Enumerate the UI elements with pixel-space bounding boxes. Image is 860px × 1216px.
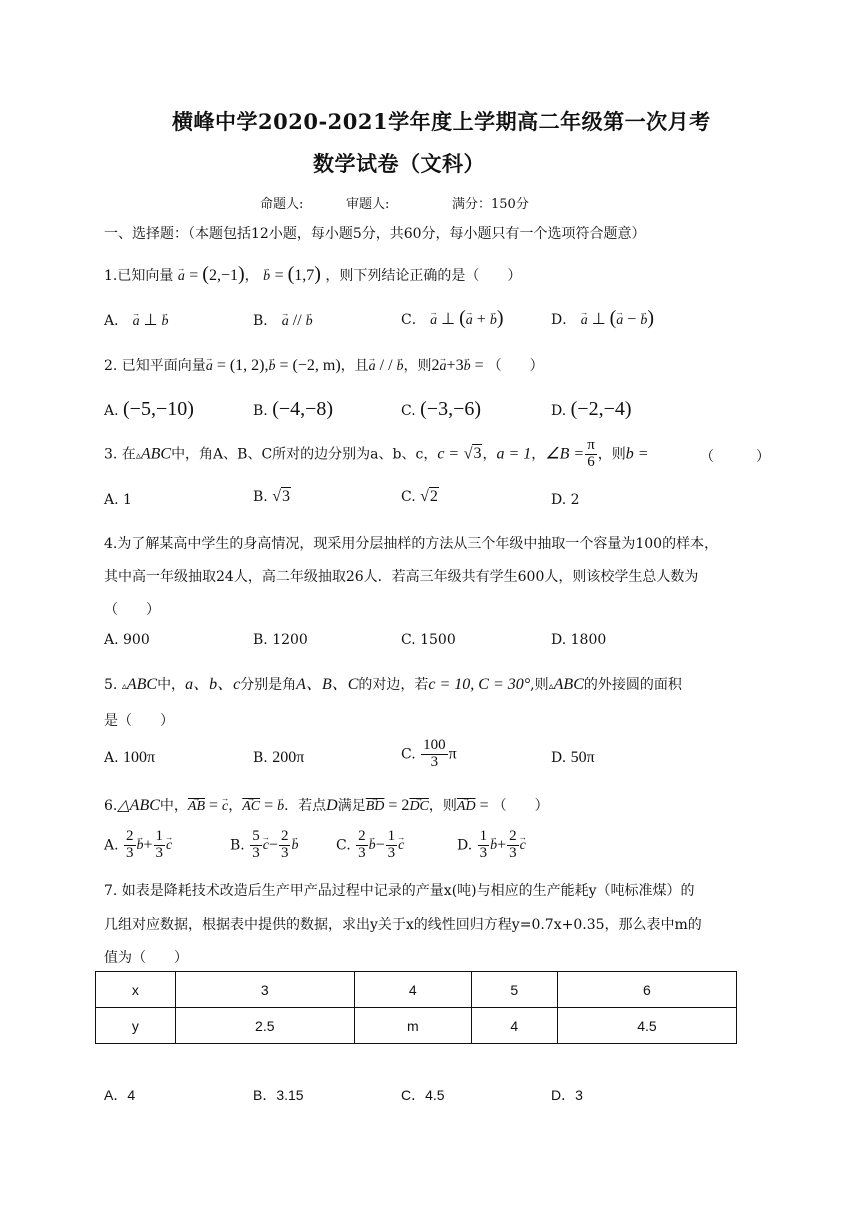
vector-a: → a xyxy=(282,314,289,330)
vector-symbol: → c xyxy=(263,838,269,854)
frac-denominator: 3 xyxy=(387,844,396,861)
frac-numerator: π xyxy=(587,437,595,453)
q7-option-c[interactable]: C．4.5 xyxy=(401,1087,445,1103)
table-cell: 3 xyxy=(175,972,354,1008)
vector-symbol: → b xyxy=(137,838,144,854)
q7-option-d[interactable]: D．3 xyxy=(551,1087,583,1103)
q4-option-a[interactable]: A. 900 xyxy=(104,632,150,648)
q2-stem-c: ，则 xyxy=(403,358,432,374)
q3-stem-c: ， xyxy=(482,446,497,463)
option-letter: B. xyxy=(253,403,268,419)
question-1-stem: 1.已知向量 → a = (2,−1)， → b = (1,7) ，则下列结论正确的是（ ） xyxy=(104,263,521,286)
option-letter: C. xyxy=(336,837,351,854)
vector-a: → a xyxy=(133,314,140,330)
option-letter: A. xyxy=(104,837,119,854)
option-letter: C. xyxy=(401,403,416,419)
option-letter: B． xyxy=(253,313,278,329)
q2-stem-a: 2. 已知平面向量 xyxy=(104,358,206,374)
vector-a: → a xyxy=(616,313,623,329)
q5-stem-a: 5. xyxy=(104,677,118,693)
table-cell: 4 xyxy=(471,1008,557,1044)
q6-stem-g: （ ） xyxy=(492,798,549,814)
q5-angles: A、B、C xyxy=(296,676,359,693)
question-7-line3: 值为（ ） xyxy=(104,950,188,966)
q5-stem-b: 中， xyxy=(157,677,186,693)
q3-option-c[interactable]: C. √2 xyxy=(401,488,438,505)
frac-numerator: 1 xyxy=(387,828,396,844)
question-5-line2: 是（ ） xyxy=(104,713,174,729)
q5-option-d[interactable] xyxy=(551,749,595,767)
option-letter: C． xyxy=(401,312,426,328)
q2-b-value: (−2, m) xyxy=(292,357,341,374)
q2-a-value: (1, 2), xyxy=(229,357,269,374)
vector-symbol: → b xyxy=(369,838,376,854)
q2-coef-2: 2 xyxy=(431,357,440,374)
option-letter: C. xyxy=(401,489,416,505)
q6-option-b[interactable] xyxy=(230,829,298,862)
question-7-line1: 7. 如表是降耗技术改造后生产甲产品过程中记录的产量x(吨)与相应的生产能耗y（吨标准煤）的 xyxy=(104,883,695,899)
q2-option-d[interactable] xyxy=(551,398,632,421)
q3-c-eq: c = xyxy=(437,445,460,463)
data-table xyxy=(95,971,737,1044)
table-row xyxy=(96,1008,737,1044)
q4-option-c[interactable]: C. 1500 xyxy=(401,632,456,648)
question-6-stem: 6.△ABC中，→ $\overline{AB}$ = → c，→ $\overline{AC}$ = → b．若点D满足→ $\overline{BD} = 2\to \overline{DC}$，则→ $\overline{AD}$ = （ ） xyxy=(104,795,549,815)
q5-stem-e: ,则 xyxy=(530,677,549,693)
radicand: 3 xyxy=(281,488,290,505)
q5-stem-f: 的外接圆的面积 xyxy=(583,677,682,693)
vector-ad: → $\overline{AD}$ xyxy=(457,799,476,815)
q1-stem-a: 1.已知向量 xyxy=(104,268,174,284)
q6-option-a[interactable] xyxy=(104,829,172,862)
q5-option-a[interactable] xyxy=(104,749,155,767)
exam-subtitle: 数学试卷（文科） xyxy=(313,151,485,176)
frac-denominator: 3 xyxy=(479,844,488,861)
q3-stem-d: ， xyxy=(531,446,546,463)
q1-option-a[interactable]: A． → a ⊥ → b xyxy=(104,310,169,330)
option-letter: B. xyxy=(253,489,268,505)
radicand: 2 xyxy=(429,488,438,505)
q7-option-a[interactable]: A．4 xyxy=(104,1087,136,1103)
q6-stem-e: 满足 xyxy=(337,798,366,814)
q7-option-b[interactable]: B．3.15 xyxy=(253,1087,304,1103)
triangle-abc: △ABC xyxy=(117,797,160,814)
q1-option-b[interactable]: B． → a // → b xyxy=(253,310,313,330)
vector-b: → b xyxy=(490,313,497,329)
option-letter: D. xyxy=(551,403,567,419)
vector-symbol: → c xyxy=(520,838,526,854)
vector-ab: → $\overline{AB}$ xyxy=(188,799,205,815)
q1-a-value: 2,−1 xyxy=(208,267,238,284)
table-cell: 5 xyxy=(471,972,557,1008)
option-letter: A． xyxy=(104,313,129,329)
table-cell: y xyxy=(96,1008,176,1044)
vector-b: → b xyxy=(397,359,404,375)
option-letter: B. xyxy=(253,750,268,766)
q3-option-d[interactable]: D. 2 xyxy=(551,492,580,508)
question-7-line2: 几组对应数据，根据表中提供的数据，求出y关于x的线性回归方程y=0.7x+0.35，那么表中m的 xyxy=(104,917,702,933)
operator: − xyxy=(268,836,278,854)
q5-stem-d: 的对边，若 xyxy=(358,677,429,693)
question-4-line1: 4.为了解某高中学生的身高情况，现采用分层抽样的方法从三个年级中抽取一个容量为100的样本， xyxy=(104,536,719,552)
q6-option-c[interactable] xyxy=(336,829,404,862)
option-value: (−3,−6) xyxy=(420,398,482,420)
option-value: 100π xyxy=(123,749,156,766)
vector-a: → a xyxy=(178,269,185,285)
frac-numerator: 2 xyxy=(509,828,517,844)
option-letter: D. xyxy=(457,837,473,854)
operator: − xyxy=(375,836,385,854)
option-letter: D. xyxy=(551,750,567,766)
frac-numerator: 1 xyxy=(155,828,164,844)
q2-option-c[interactable] xyxy=(401,398,481,421)
vector-b: → b xyxy=(640,313,647,329)
question-2-stem: 2. 已知平面向量→ a = (1, 2),→ b = (−2, m)，且→ a / / → b，则2→ a+3→ b = （ ） xyxy=(104,355,544,375)
q2-option-a[interactable] xyxy=(104,398,194,421)
triangle-abc: ABC xyxy=(140,445,172,463)
q6-stem-c: ， xyxy=(228,798,243,814)
q3-stem-a: 3. 在 xyxy=(104,446,136,463)
q4-option-b[interactable]: B. 1200 xyxy=(253,632,308,648)
vector-b: → b xyxy=(269,359,276,375)
pi-symbol: π xyxy=(448,745,457,763)
vector-a: → a xyxy=(466,313,473,329)
vector-symbol: → b xyxy=(291,838,298,854)
question-4-line3: （ ） xyxy=(104,602,160,618)
option-value: 50π xyxy=(570,749,595,766)
setter-label: 命题人: xyxy=(260,197,304,212)
vector-symbol: → c xyxy=(398,838,404,854)
table-cell: x xyxy=(96,972,176,1008)
q5-stem-c: 分别是角 xyxy=(240,677,297,693)
table-cell: 2.5 xyxy=(175,1008,354,1044)
vector-b: → b xyxy=(464,359,471,375)
vector-bd: → $\overline{BD}$ xyxy=(366,799,385,815)
q2-option-b[interactable] xyxy=(253,398,333,421)
q5-option-c[interactable] xyxy=(401,738,457,771)
frac-numerator: 5 xyxy=(252,828,260,844)
frac-numerator: 2 xyxy=(126,828,134,844)
vector-b: → b xyxy=(277,799,284,815)
exam-title: 横峰中学2020-2021学年度上学期高二年级第一次月考 xyxy=(172,109,711,134)
q2-stem-d: （ ） xyxy=(487,358,544,374)
vector-symbol: → b xyxy=(490,838,497,854)
q3-stem-e: ，则 xyxy=(597,446,626,463)
full-score: 满分：150分 xyxy=(452,197,529,212)
option-value: (−2,−4) xyxy=(570,398,632,420)
q3-option-b[interactable]: B. √3 xyxy=(253,488,290,505)
vector-dc: → $\overline{DC}$ xyxy=(409,799,428,815)
frac-denominator: 3 xyxy=(155,844,164,861)
frac-denominator: 3 xyxy=(430,753,439,770)
frac-denominator: 3 xyxy=(280,844,289,861)
q3-a-eq: a = 1 xyxy=(496,445,532,463)
q3-answer-paren: （ ） xyxy=(700,449,770,465)
vector-symbol: → c xyxy=(166,838,172,854)
q5-sides: a、b、c xyxy=(185,676,241,693)
reviewer-label: 审题人: xyxy=(346,197,390,212)
q1-b-value: 1,7 xyxy=(294,267,315,284)
q6-stem-a: 6. xyxy=(104,798,118,814)
operator: + xyxy=(143,836,153,854)
table-cell: 6 xyxy=(557,972,736,1008)
table-cell: 4.5 xyxy=(557,1008,736,1044)
q3-b-eq: b = xyxy=(625,445,649,463)
table-row xyxy=(96,972,737,1008)
point-d: D xyxy=(326,797,338,814)
vector-a: → a xyxy=(430,313,437,329)
frac-numerator: 2 xyxy=(358,828,366,844)
q5-option-b[interactable] xyxy=(253,749,304,767)
frac-numerator: 1 xyxy=(479,828,488,844)
q3-option-a[interactable]: A. 1 xyxy=(104,492,132,508)
frac-numerator: 2 xyxy=(280,828,289,844)
vector-c: → c xyxy=(222,799,228,815)
question-4-line2: 其中高一年级抽取24人，高二年级抽取26人．若高三年级共有学生600人，则该校学生总人数为 xyxy=(104,569,699,585)
vector-b: → b xyxy=(162,314,169,330)
vector-a: → a xyxy=(206,359,213,375)
option-letter: A. xyxy=(104,403,119,419)
vector-ac: → $\overline{AC}$ xyxy=(242,799,260,815)
triangle-abc: ABC xyxy=(553,676,584,693)
vector-a: → a xyxy=(581,313,588,329)
q6-stem-b: 中， xyxy=(159,798,188,814)
q1-stem-b: ，则下列结论正确的是（ ） xyxy=(325,268,522,284)
option-value: (−4,−8) xyxy=(272,398,334,420)
option-value: 200π xyxy=(272,749,305,766)
frac-denominator: 3 xyxy=(252,844,260,861)
q1-option-d[interactable]: D． → a ⊥ (→ a − → b) xyxy=(551,307,654,330)
q6-stem-d: ．若点 xyxy=(284,798,327,814)
q3-angle-b: ∠B = xyxy=(545,445,585,463)
option-letter: D． xyxy=(551,312,577,328)
q2-coef-3: +3 xyxy=(446,357,464,374)
vector-b: → b xyxy=(306,314,313,330)
frac-denominator: 3 xyxy=(126,844,134,861)
option-value: (−5,−10) xyxy=(123,398,194,420)
table-cell: m xyxy=(354,1008,471,1044)
triangle-abc: ABC xyxy=(126,676,158,693)
q6-stem-f: ，则 xyxy=(428,798,457,814)
question-5-stem: 5. ▵ABC中，a、b、c分别是角A、B、C的对边，若c = 10, C = 30°,则▵ABC的外接圆的面积 xyxy=(104,676,682,693)
vector-a: → a xyxy=(369,359,376,375)
vector-a: → a xyxy=(440,359,447,375)
q2-stem-b: ，且 xyxy=(340,358,369,374)
q3-stem-b: 中，角A、B、C所对的边分别为a、b、c， xyxy=(171,446,438,463)
option-letter: C. xyxy=(401,746,416,763)
section-heading: 一、选择题：（本题包括12小题，每小题5分，共60分，每小题只有一个选项符合题意） xyxy=(104,226,646,242)
q4-option-d[interactable]: D. 1800 xyxy=(551,632,607,648)
frac-denominator: 6 xyxy=(587,453,595,470)
option-letter: B. xyxy=(230,837,245,854)
option-letter: A. xyxy=(104,750,119,766)
frac-numerator: 100 xyxy=(423,737,446,753)
frac-denominator: 3 xyxy=(358,844,366,861)
q6-option-d[interactable] xyxy=(457,829,526,862)
frac-denominator: 3 xyxy=(509,844,517,861)
vector-b: → b xyxy=(263,269,270,285)
table-cell: 4 xyxy=(354,972,471,1008)
question-3-stem: 3. 在▵ABC中，角A、B、C所对的边分别为a、b、c，c = √3，a = 1，∠B = $\frac{\pi}{6}$ ，则b = xyxy=(104,437,649,470)
q1-option-c[interactable]: C． → a ⊥ (→ a + → b) xyxy=(401,307,503,330)
q5-condition: c = 10, C = 30° xyxy=(428,676,531,693)
radicand: 3 xyxy=(473,445,482,463)
operator: + xyxy=(497,836,507,854)
